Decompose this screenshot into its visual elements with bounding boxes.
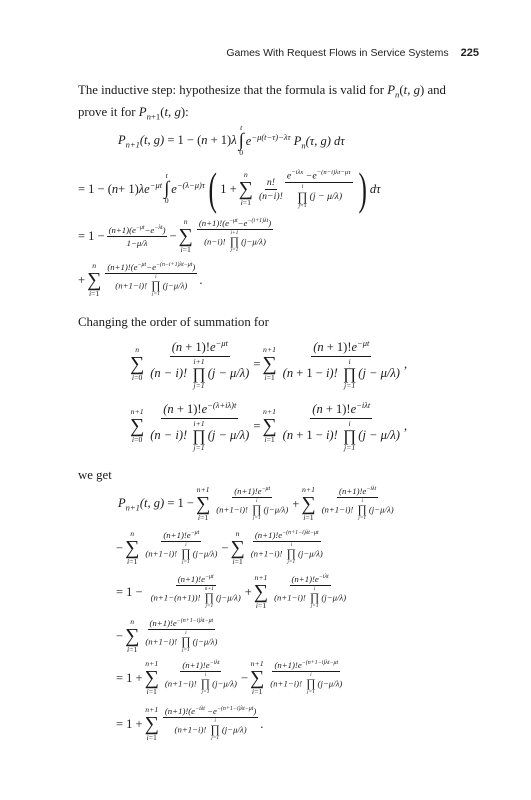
equation-reorder-2: n+1 ∑ i=0 $(n + 1)!e^{-(\lambda+i\lambda)t}$ (n − i)! i+1 ∏ j=1 (j − μ/λ) = n+1 ∑ i=1 $(n + 1)!e^{-i\lambda t}$ (n + 1 − i)! i ∏ j=1 (j − μ/λ) , — [130, 400, 408, 453]
paragraph-we-get: we get — [78, 468, 112, 482]
equation-reorder-1: n ∑ i=0 $(n + 1)!e^{-\mu t}$ (n − i)! i+1 ∏ j=1 (j − μ/λ) = n+1 ∑ i=1 $(n + 1)!e^{-\mu t}$ (n + 1 − i)! i ∏ j=1 (j − μ/λ) , — [130, 338, 408, 391]
equation-result-6: = 1 + n+1 ∑ i=1 $(n+1)!(e^{-i\lambda t} -e^{-(n+1-i)\lambda t-\mu t})$ (n+1−i)! i ∏ j=1 (j−μ/λ) . — [116, 705, 264, 742]
equation-line-2: = 1 − ( n + 1) $\lambda e^{-\mu t}$ t ∫ 0 $e^{-(\lambda-\mu)\tau}$ ( 1 + n ∑ i=1 $\frac{n!}{(n-i)!}$ $e^{-i\lambda x} -e^{-(n-i)\lambda\tau-\mu\tau}$ i ∏ j=1 (j − μ/λ) ) dτ — [78, 163, 381, 214]
equation-result-5: = 1 + n+1 ∑ i=1 $(n+1)!e^{-i\lambda t}$ (n+1−i)! i ∏ j=1 (j−μ/λ) − n+1 ∑ i=1 $(n+1)!e^{-(n+1-i)\lambda t-\mu t}$ (n+1−i)! i ∏ j=1 (j−μ/λ) — [116, 659, 343, 696]
equation-result-2: − n ∑ i=1 $(n+1)!e^{-\mu t}$ (n+1−i)! i ∏ j=1 (j−μ/λ) − n ∑ i=1 $(n+1)!e^{-(n+1-i)\lambda t-\mu t}$ (n+1−i)! i ∏ j=1 (j−μ/λ) — [116, 529, 323, 566]
page-number: 225 — [460, 47, 479, 59]
equation-line-3: = 1 − $\frac{(n+1)(e^{-\mu t}-e^{-\lambda t})}{1-\mu/\lambda}$ − n ∑ i=1 $(n+1)!(e^{-\mu t}-e^{-(i+1)\lambda t})$ (n−i)! i+1 ∏ j=1 (j−μ/λ) — [78, 217, 272, 254]
equation-result-1: $P_{n+1}(t$, g) = 1 − n+1 ∑ i=1 $(n+1)!e^{-\mu t}$ (n+1−i)! i ∏ j=1 (j−μ/λ) + n+1 ∑ i=1 $(n+1)!e^{-i\lambda t}$ (n+1−i)! i ∏ j=1 (j−μ/λ) — [118, 485, 394, 522]
paragraph-inductive-step — [78, 82, 478, 125]
equation-line-4: + n ∑ i=1 $(n+1)!(e^{-\mu t}-e^{-(n-i+1)\lambda t-\mu t})$ (n+1−i)! i ∏ j=1 (j−μ/λ) . — [78, 261, 203, 298]
equation-result-3: = 1 − $(n+1)!e^{-\mu t}$ (n+1−(n+1))! n+1 ∏ j=1 (j−μ/λ) + n+1 ∑ i=1 $(n+1)!e^{-i\lambda t}$ (n+1−i)! i ∏ j=1 (j−μ/λ) — [116, 573, 347, 610]
inductive-step-rendered: The inductive step: hypothesize that the formula is valid for $P_n(t$, g) and prove it for $P_{n+1}(t$, g): — [78, 83, 446, 122]
equation-result-4: − n ∑ i=1 $(n+1)!e^{-(n+1-i)\lambda t-\mu t}$ (n+1−i)! i ∏ j=1 (j−μ/λ) — [116, 617, 218, 654]
running-header — [226, 47, 479, 59]
equation-recursion: $P_{n+1}(t$, g) = 1 − (n + 1)λ t ∫ 0 $e^{-\mu(t-\tau)-\lambda\tau}$ $P_n(\tau$, g) dτ — [118, 123, 345, 158]
running-title: Games With Request Flows in Service Systems — [226, 47, 449, 59]
paragraph-changing-order: Changing the order of summation for — [78, 315, 269, 329]
